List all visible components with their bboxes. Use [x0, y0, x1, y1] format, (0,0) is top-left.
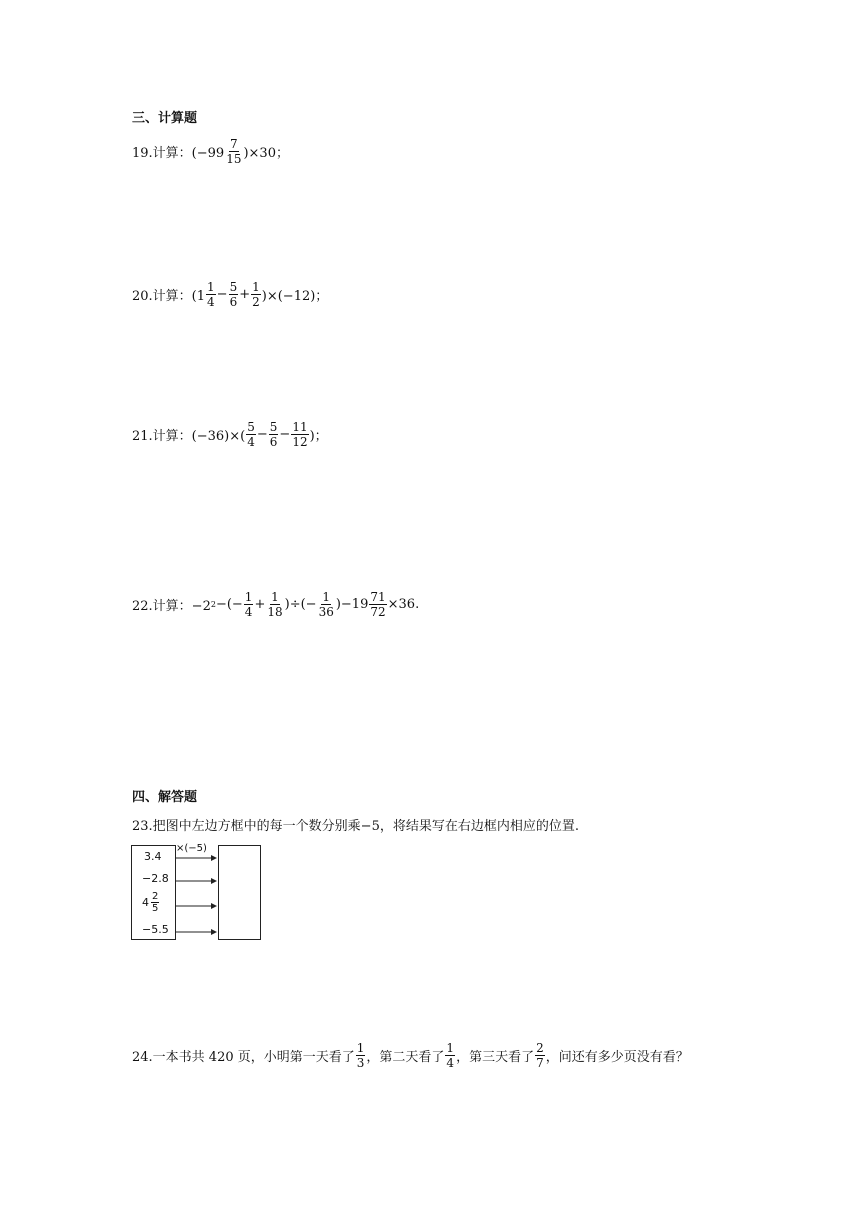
q24-frac-1 — [356, 1041, 366, 1070]
q21-prefix: 21.计算：(−36)×( — [132, 429, 246, 444]
q21-op1: − — [256, 427, 268, 442]
q24-frac-2-num: 1 — [446, 1041, 455, 1055]
q19-fraction — [225, 137, 242, 166]
q24-frac-3-num: 2 — [536, 1041, 544, 1055]
q21-frac-2-num: 5 — [269, 420, 278, 434]
q20-frac-3 — [251, 280, 261, 309]
q24-frac-2-den: 4 — [446, 1056, 455, 1070]
q22-frac-3-den: 36 — [318, 605, 334, 619]
q20-frac-3-num: 1 — [252, 280, 260, 294]
question-22 — [132, 590, 419, 619]
q20-frac-1-num: 1 — [207, 280, 215, 294]
value-3-whole: 4 — [142, 896, 149, 909]
q22-frac-2-num: 1 — [271, 590, 279, 604]
value-1: 3.4 — [144, 850, 162, 863]
q24-part1: 24.一本书共 420 页，小明第一天看了 — [132, 1050, 355, 1065]
section-title-answers: 四、解答题 — [132, 790, 198, 805]
q24-frac-3-den: 7 — [536, 1056, 544, 1070]
question-23 — [132, 815, 579, 834]
q21-frac-3 — [291, 420, 308, 449]
q21-frac-2-den: 6 — [269, 435, 278, 449]
q22-frac-4 — [369, 590, 386, 619]
q22-frac-2 — [266, 590, 283, 619]
q22-frac-1-den: 4 — [244, 605, 253, 619]
q22-prefix: 22.计算：−2 — [132, 599, 211, 614]
q20-frac-3-den: 2 — [252, 295, 260, 309]
q24-frac-2 — [445, 1041, 455, 1070]
question-21 — [132, 420, 328, 449]
q24-part3: ，第三天看了 — [456, 1050, 535, 1065]
q21-frac-1 — [246, 420, 256, 449]
q20-frac-2 — [229, 280, 239, 309]
multiplication-diagram — [130, 843, 265, 940]
q22-suffix: ×36. — [387, 597, 420, 612]
value-3-den: 5 — [152, 903, 159, 914]
q20-frac-2-num: 5 — [229, 280, 238, 294]
q22-op1: + — [254, 597, 266, 612]
q22-frac-4-num: 71 — [370, 590, 386, 604]
q22-part4: )−19 — [335, 597, 369, 612]
q22-frac-4-den: 72 — [370, 605, 386, 619]
question-19 — [132, 137, 289, 166]
q23-text: 23.把图中左边方框中的每一个数分别乘−5，将结果写在右边框内相应的位置. — [132, 819, 579, 834]
q22-frac-1-num: 1 — [244, 590, 253, 604]
question-24 — [132, 1041, 689, 1070]
q20-op2: + — [239, 287, 251, 302]
q20-prefix: 20.计算：(1 — [132, 289, 206, 304]
q20-op1: − — [216, 287, 228, 302]
q22-part2: −(− — [215, 597, 243, 612]
q21-frac-2 — [269, 420, 279, 449]
value-4: −5.5 — [142, 923, 169, 936]
q19-frac-den: 15 — [226, 152, 242, 166]
q22-frac-3 — [318, 590, 335, 619]
q19-prefix: 19.计算：(−99 — [132, 146, 225, 161]
q21-op2: − — [279, 427, 291, 442]
q21-frac-1-den: 4 — [247, 435, 255, 449]
arrows — [130, 843, 265, 940]
q19-suffix: )×30； — [243, 146, 289, 161]
q21-suffix: )； — [309, 429, 328, 444]
q20-suffix: )×(−12)； — [261, 289, 329, 304]
q21-frac-1-num: 5 — [247, 420, 255, 434]
q21-frac-3-num: 11 — [292, 420, 308, 434]
q21-frac-3-den: 12 — [292, 435, 308, 449]
question-20 — [132, 280, 328, 309]
q24-frac-1-den: 3 — [356, 1056, 365, 1070]
q22-part3: )÷(− — [284, 597, 317, 612]
q24-frac-3 — [535, 1041, 545, 1070]
q22-exponent: 2 — [210, 600, 216, 609]
q22-frac-3-num: 1 — [322, 590, 331, 604]
q20-frac-2-den: 6 — [229, 295, 238, 309]
q19-frac-num: 7 — [230, 137, 238, 151]
q24-frac-1-num: 1 — [356, 1041, 365, 1055]
q22-frac-1 — [244, 590, 254, 619]
q24-part2: ，第二天看了 — [366, 1050, 445, 1065]
section-title-calculation: 三、计算题 — [132, 111, 198, 126]
q22-frac-2-den: 18 — [267, 605, 283, 619]
q24-part4: ，问还有多少页没有看？ — [545, 1050, 689, 1065]
q20-frac-1 — [206, 280, 216, 309]
operator-label: ×(−5) — [176, 843, 207, 854]
value-3-num: 2 — [152, 891, 159, 902]
q20-frac-1-den: 4 — [207, 295, 215, 309]
value-2: −2.8 — [142, 872, 169, 885]
